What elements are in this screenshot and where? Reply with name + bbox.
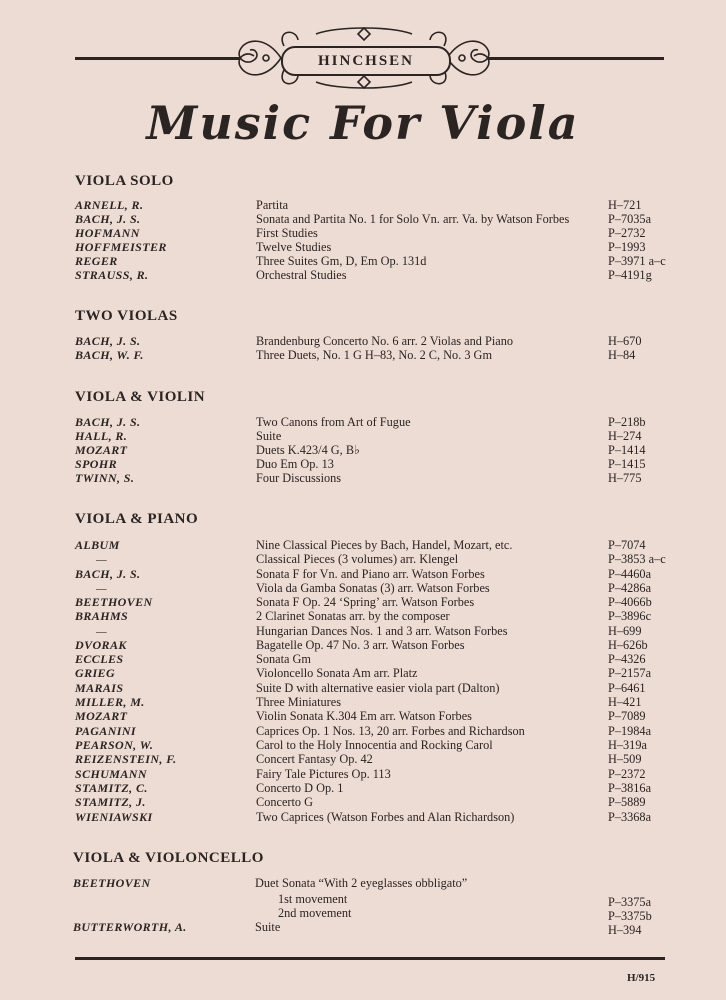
- work-title: Concerto D Op. 1: [256, 781, 344, 795]
- ditto-dash: —: [96, 581, 108, 595]
- brand-badge: [281, 46, 451, 76]
- composer-name: SPOHR: [75, 457, 118, 471]
- list-item: [0, 892, 726, 907]
- composer-name: STAMITZ, C.: [75, 781, 148, 795]
- composer-name: HOFFMEISTER: [75, 240, 167, 254]
- composer-name: SCHUMANN: [75, 767, 147, 781]
- work-title: Violin Sonata K.304 Em arr. Watson Forbes: [256, 709, 472, 723]
- catalog-number: H–721: [608, 198, 642, 212]
- catalog-number: P–3375a: [608, 895, 652, 909]
- composer-name: REGER: [75, 254, 118, 268]
- list-item: [0, 624, 726, 639]
- composer-name: DVORAK: [75, 638, 127, 652]
- work-title: Classical Pieces (3 volumes) arr. Klengel: [256, 552, 459, 566]
- composer-name: WIENIAWSKI: [75, 810, 153, 824]
- composer-name: PAGANINI: [75, 724, 136, 738]
- list-item: [0, 254, 726, 269]
- composer-name: REIZENSTEIN, F.: [75, 752, 177, 766]
- catalog-number: P–6461: [608, 681, 646, 695]
- list-item: [0, 781, 726, 796]
- catalog-number: H–84: [608, 348, 636, 362]
- header-rule-left: [75, 57, 240, 60]
- list-item: [0, 681, 726, 696]
- composer-name: ALBUM: [75, 538, 120, 552]
- work-title: Sonata and Partita No. 1 for Solo Vn. arr. Va. by Watson Forbes: [256, 212, 570, 226]
- ditto-dash: —: [96, 624, 108, 638]
- composer-name: HALL, R.: [75, 429, 128, 443]
- catalog-number: P–3896c: [608, 609, 652, 623]
- work-title: Sonata Gm: [256, 652, 311, 666]
- catalog-number: P–7074: [608, 538, 646, 552]
- catalog-number: P–1414: [608, 443, 646, 457]
- list-item: [0, 666, 726, 681]
- work-title: Nine Classical Pieces by Bach, Handel, Mozart, etc.: [256, 538, 513, 552]
- list-item: [0, 443, 726, 458]
- list-item: [0, 652, 726, 667]
- work-title: 1st movement: [278, 892, 348, 906]
- section-title-viola-solo: VIOLA SOLO: [75, 173, 174, 189]
- section-title-viola-piano: VIOLA & PIANO: [75, 511, 199, 527]
- list-item: [0, 609, 726, 624]
- catalog-number: P–4191g: [608, 268, 652, 282]
- work-title: Caprices Op. 1 Nos. 13, 20 arr. Forbes and Richardson: [256, 724, 525, 738]
- list-item: [0, 348, 726, 363]
- list-item: [0, 198, 726, 213]
- catalog-number: P–2372: [608, 767, 646, 781]
- list-item: [0, 810, 726, 825]
- list-item: [0, 415, 726, 430]
- composer-name: BACH, J. S.: [75, 212, 141, 226]
- catalog-number: P–3375b: [608, 909, 652, 923]
- catalog-number: P–218b: [608, 415, 646, 429]
- catalog-number: P–1415: [608, 457, 646, 471]
- work-title: Suite: [255, 920, 281, 934]
- catalog-number: P–5889: [608, 795, 646, 809]
- catalog-number: H–699: [608, 624, 642, 638]
- composer-name: STAMITZ, J.: [75, 795, 146, 809]
- composer-name: ARNELL, R.: [75, 198, 144, 212]
- list-item: [0, 906, 726, 921]
- composer-name: BACH, J. S.: [75, 567, 141, 581]
- catalog-number: H–626b: [608, 638, 648, 652]
- section-title-viola-violoncello: VIOLA & VIOLONCELLO: [73, 850, 264, 866]
- list-item: [0, 876, 726, 891]
- work-title: Three Duets, No. 1 G H–83, No. 2 C, No. 3 Gm: [256, 348, 493, 362]
- list-item: [0, 471, 726, 486]
- work-title: Violoncello Sonata Am arr. Platz: [256, 666, 418, 680]
- catalog-number: P–2732: [608, 226, 646, 240]
- catalog-number: P–3816a: [608, 781, 652, 795]
- list-item: [0, 595, 726, 610]
- catalog-number: P–1984a: [608, 724, 652, 738]
- catalog-number: P–1993: [608, 240, 646, 254]
- catalog-number: P–4066b: [608, 595, 652, 609]
- work-title: Two Canons from Art of Fugue: [256, 415, 411, 429]
- work-title: Sonata F for Vn. and Piano arr. Watson Forbes: [256, 567, 485, 581]
- catalog-number: P–4460a: [608, 567, 652, 581]
- work-title: Concerto G: [256, 795, 314, 809]
- composer-name: TWINN, S.: [75, 471, 135, 485]
- composer-name: MOZART: [75, 443, 128, 457]
- work-title: Suite D with alternative easier viola part (Dalton): [256, 681, 500, 695]
- work-title: 2 Clarinet Sonatas arr. by the composer: [256, 609, 450, 623]
- composer-name: BEETHOVEN: [73, 876, 151, 890]
- composer-name: ECCLES: [75, 652, 124, 666]
- catalog-number: H–421: [608, 695, 642, 709]
- work-title: First Studies: [256, 226, 318, 240]
- work-title: Fairy Tale Pictures Op. 113: [256, 767, 391, 781]
- work-title: Duet Sonata “With 2 eyeglasses obbligato”: [255, 876, 468, 890]
- list-item: [0, 724, 726, 739]
- list-item: [0, 212, 726, 227]
- work-title: Hungarian Dances Nos. 1 and 3 arr. Watson Forbes: [256, 624, 508, 638]
- catalog-number: P–3368a: [608, 810, 652, 824]
- catalog-number: P–7035a: [608, 212, 652, 226]
- work-title: Duets K.423/4 G, B♭: [256, 443, 360, 457]
- catalog-number: H–509: [608, 752, 642, 766]
- composer-name: BACH, W. F.: [75, 348, 144, 362]
- list-item: [0, 638, 726, 653]
- composer-name: BRAHMS: [75, 609, 129, 623]
- composer-name: GRIEG: [75, 666, 116, 680]
- list-item: [0, 538, 726, 553]
- work-title: Three Miniatures: [256, 695, 342, 709]
- composer-name: STRAUSS, R.: [75, 268, 149, 282]
- work-title: Twelve Studies: [256, 240, 332, 254]
- section-title-viola-violin: VIOLA & VIOLIN: [75, 389, 206, 405]
- work-title: Viola da Gamba Sonatas (3) arr. Watson Forbes: [256, 581, 490, 595]
- catalog-number: H–274: [608, 429, 642, 443]
- composer-name: BUTTERWORTH, A.: [73, 920, 187, 934]
- work-title: 2nd movement: [278, 906, 352, 920]
- work-title: Orchestral Studies: [256, 268, 347, 282]
- footer-code: H/915: [627, 972, 656, 984]
- page-title: Music For Viola: [146, 96, 580, 150]
- composer-name: PEARSON, W.: [75, 738, 154, 752]
- list-item: [0, 334, 726, 349]
- catalog-number: H–319a: [608, 738, 647, 752]
- list-item: [0, 738, 726, 753]
- catalog-number: P–4286a: [608, 581, 652, 595]
- work-title: Suite: [256, 429, 282, 443]
- catalog-number: P–7089: [608, 709, 646, 723]
- list-item: [0, 767, 726, 782]
- composer-name: HOFMANN: [75, 226, 140, 240]
- list-item: [0, 552, 726, 567]
- catalog-number: H–670: [608, 334, 642, 348]
- composer-name: BACH, J. S.: [75, 415, 141, 429]
- list-item: [0, 920, 726, 935]
- work-title: Bagatelle Op. 47 No. 3 arr. Watson Forbes: [256, 638, 465, 652]
- header-rule-right: [488, 57, 664, 60]
- composer-name: MOZART: [75, 709, 128, 723]
- work-title: Carol to the Holy Innocentia and Rocking Carol: [256, 738, 493, 752]
- work-title: Duo Em Op. 13: [256, 457, 334, 471]
- list-item: [0, 581, 726, 596]
- list-item: [0, 795, 726, 810]
- footer-rule: [75, 957, 665, 960]
- list-item: [0, 752, 726, 767]
- list-item: [0, 226, 726, 241]
- work-title: Four Discussions: [256, 471, 342, 485]
- list-item: [0, 457, 726, 472]
- catalog-number: P–3971 a–c: [608, 254, 666, 268]
- composer-name: BACH, J. S.: [75, 334, 141, 348]
- list-item: [0, 709, 726, 724]
- catalog-number: P–4326: [608, 652, 646, 666]
- catalog-number: P–2157a: [608, 666, 652, 680]
- brand-name: HINCHSEN: [317, 52, 415, 69]
- list-item: [0, 268, 726, 283]
- work-title: Concert Fantasy Op. 42: [256, 752, 373, 766]
- catalog-number: H–394: [608, 923, 642, 937]
- list-item: [0, 695, 726, 710]
- catalog-number: P–3853 a–c: [608, 552, 666, 566]
- list-item: [0, 567, 726, 582]
- work-title: Two Caprices (Watson Forbes and Alan Richardson): [256, 810, 515, 824]
- section-title-two-violas: TWO VIOLAS: [75, 308, 178, 324]
- list-item: [0, 429, 726, 444]
- catalog-number: H–775: [608, 471, 642, 485]
- work-title: Sonata F Op. 24 ‘Spring’ arr. Watson Forbes: [256, 595, 475, 609]
- work-title: Three Suites Gm, D, Em Op. 131d: [256, 254, 427, 268]
- work-title: Brandenburg Concerto No. 6 arr. 2 Violas and Piano: [256, 334, 513, 348]
- composer-name: MILLER, M.: [75, 695, 145, 709]
- list-item: [0, 240, 726, 255]
- ditto-dash: —: [96, 552, 108, 566]
- composer-name: MARAIS: [75, 681, 124, 695]
- composer-name: BEETHOVEN: [75, 595, 153, 609]
- work-title: Partita: [256, 198, 289, 212]
